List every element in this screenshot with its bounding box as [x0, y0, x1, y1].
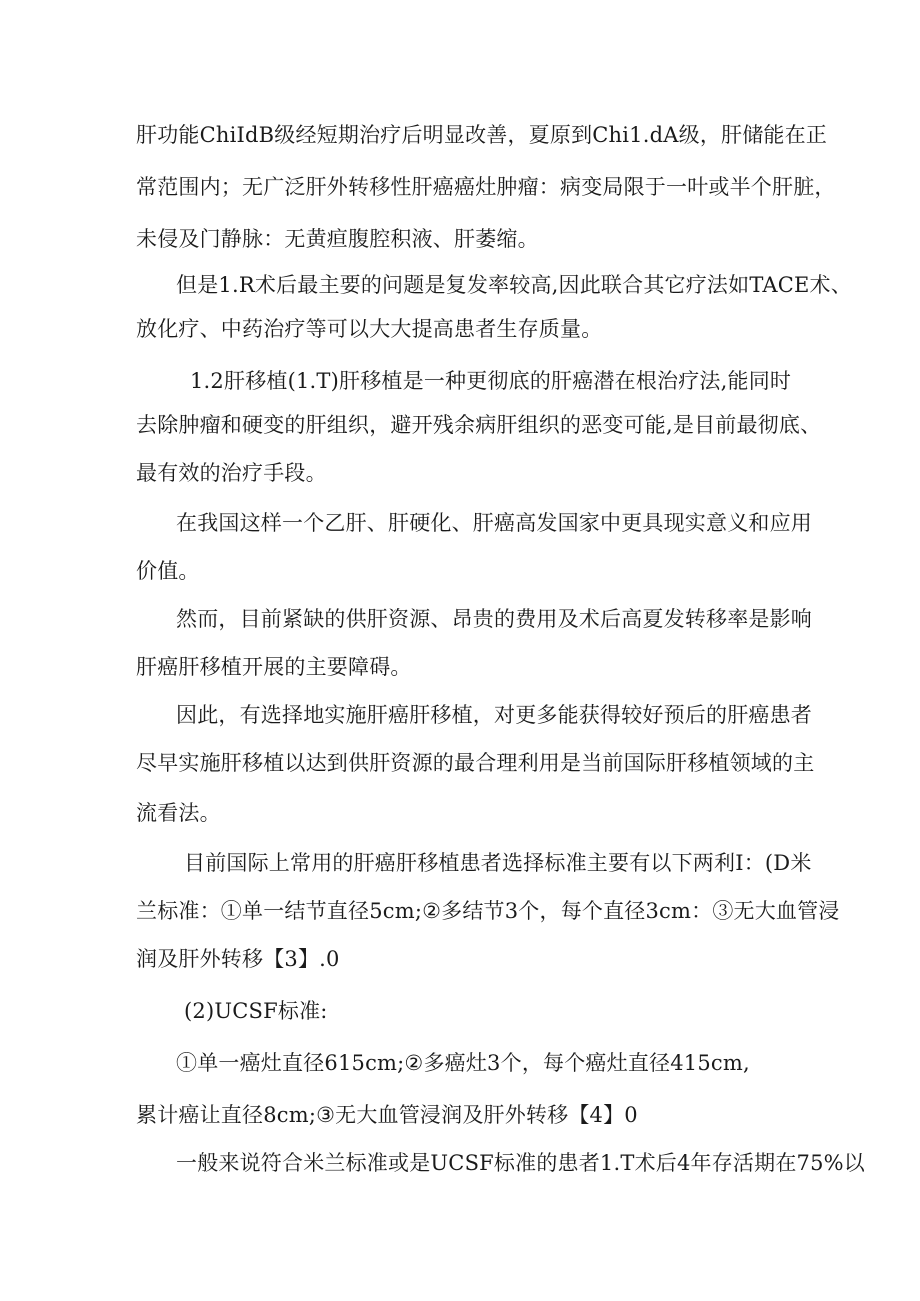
- text-line-14: 尽早实施肝移植以达到供肝资源的最合理利用是当前国际肝移植领域的主: [136, 751, 815, 775]
- text-line-4: 但是1.R术后最主要的问题是复发率较高,因此联合其它疗法如TACE术、: [176, 273, 852, 297]
- text-line-7: 去除肿瘤和硬变的肝组织，避开残余病肝组织的恶变可能,是目前最彻底、: [136, 413, 822, 437]
- text-line-15: 流看法。: [136, 801, 221, 825]
- text-line-20: ①单一癌灶直径615cm;②多癌灶3个，每个癌灶直径415cm,: [176, 1051, 750, 1075]
- text-line-17: 兰标准：①单一结节直径5cm;②多结节3个，每个直径3cm：③无大血管浸: [136, 899, 840, 923]
- text-line-18: 润及肝外转移【3】.0: [136, 947, 340, 971]
- text-line-3: 未侵及门静脉：无黄疸腹腔积液、肝萎缩。: [136, 227, 539, 251]
- text-line-22: 一般来说符合米兰标准或是UCSF标准的患者1.T术后4年存活期在75%以: [176, 1151, 866, 1175]
- text-line-1: 肝功能ChiIdB级经短期治疗后明显改善，夏原到Chi1.dA级，肝储能在正: [136, 123, 828, 147]
- text-line-9: 在我国这样一个乙肝、肝硬化、肝癌高发国家中更具现实意义和应用: [176, 511, 812, 535]
- text-line-21: 累计癌让直径8cm;③无大血管浸润及肝外转移【4】0: [136, 1103, 638, 1127]
- text-line-6: 1.2肝移植(1.T)肝移植是一种更彻底的肝癌潜在根治疗法,能同时: [190, 369, 792, 393]
- text-line-11: 然而，目前紧缺的供肝资源、昂贵的费用及术后高夏发转移率是影响: [176, 607, 812, 631]
- text-line-5: 放化疗、中药治疗等可以大大提高患者生存质量。: [136, 317, 603, 341]
- text-line-16: 目前国际上常用的肝癌肝移植患者选择标准主要有以下两利I：(D米: [184, 851, 812, 875]
- text-line-12: 肝癌肝移植开展的主要障碍。: [136, 655, 412, 679]
- text-line-8: 最有效的治疗手段。: [136, 461, 327, 485]
- text-line-2: 常范围内；无广泛肝外转移性肝癌癌灶肿瘤：病变局限于一叶或半个肝脏，: [136, 175, 836, 199]
- text-line-13: 因此，有选择地实施肝癌肝移植，对更多能获得较好预后的肝癌患者: [176, 703, 812, 727]
- text-line-10: 价值。: [136, 559, 200, 583]
- text-line-19: (2)UCSF标准:: [184, 999, 328, 1023]
